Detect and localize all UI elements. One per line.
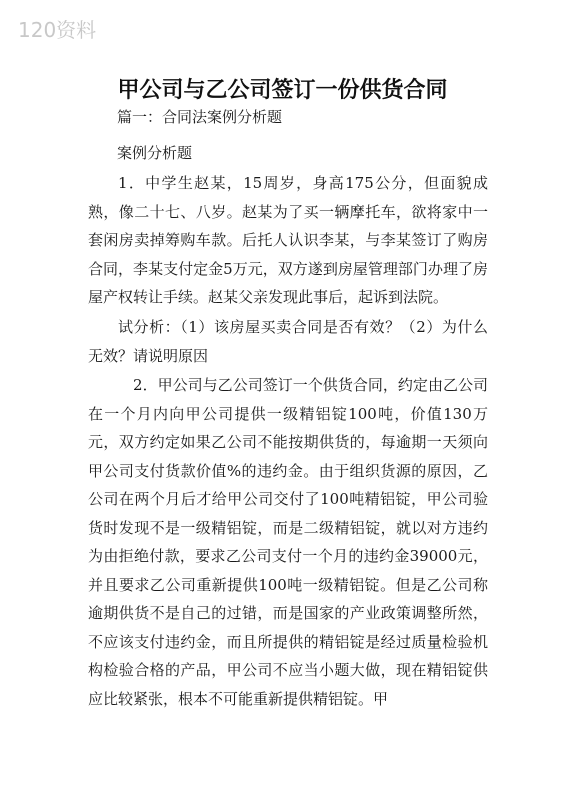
case-2-paragraph: 2．甲公司与乙公司签订一个供货合同，约定由乙公司在一个月内向甲公司提供一级精铝锭100吨，价值130万元，双方约定如果乙公司不能按期供货的，每逾期一天须向甲公司支付货款价值%的违约金。由于组织货源的原因，乙公司在两个月后才给甲公司交付了100吨精铝锭，甲公司验货时发现不是一级精铝锭，而是二级精铝锭，就以对方违约为由拒绝付款，要求乙公司支付一个月的违约金39000元，并且要求乙公司重新提供100吨一级精铝锭。但是乙公司称逾期供货不是自己的过错，而是国家的产业政策调整所然，不应该支付违约金，而且所提供的精铝锭是经过质量检验机构检验合格的产品，甲公司不应当小题大做，现在精铝锭供应比较紧张，根本不可能重新提供精铝锭。甲	[88, 376, 488, 708]
case-1-paragraph: 1．中学生赵某，15周岁，身高175公分，但面貌成熟，像二十七、八岁。赵某为了买一辆摩托车，欲将家中一套闲房卖掉筹购车款。后托人认识李某，与李某签订了购房合同，李某支付定金5万元，双方遂到房屋管理部门办理了房屋产权转让手续。赵某父亲发现此事后，起诉到法院。	[88, 174, 488, 306]
section-heading: 案例分析题	[117, 144, 193, 162]
subtitle: 篇一：合同法案例分析题	[117, 108, 283, 126]
document-title: 甲公司与乙公司签订一份供货合同	[117, 78, 448, 103]
question-paragraph: 试分析：（1）该房屋买卖合同是否有效？（2）为什么无效？请说明原因	[88, 318, 488, 365]
watermark-logo: 120资料	[18, 18, 97, 42]
